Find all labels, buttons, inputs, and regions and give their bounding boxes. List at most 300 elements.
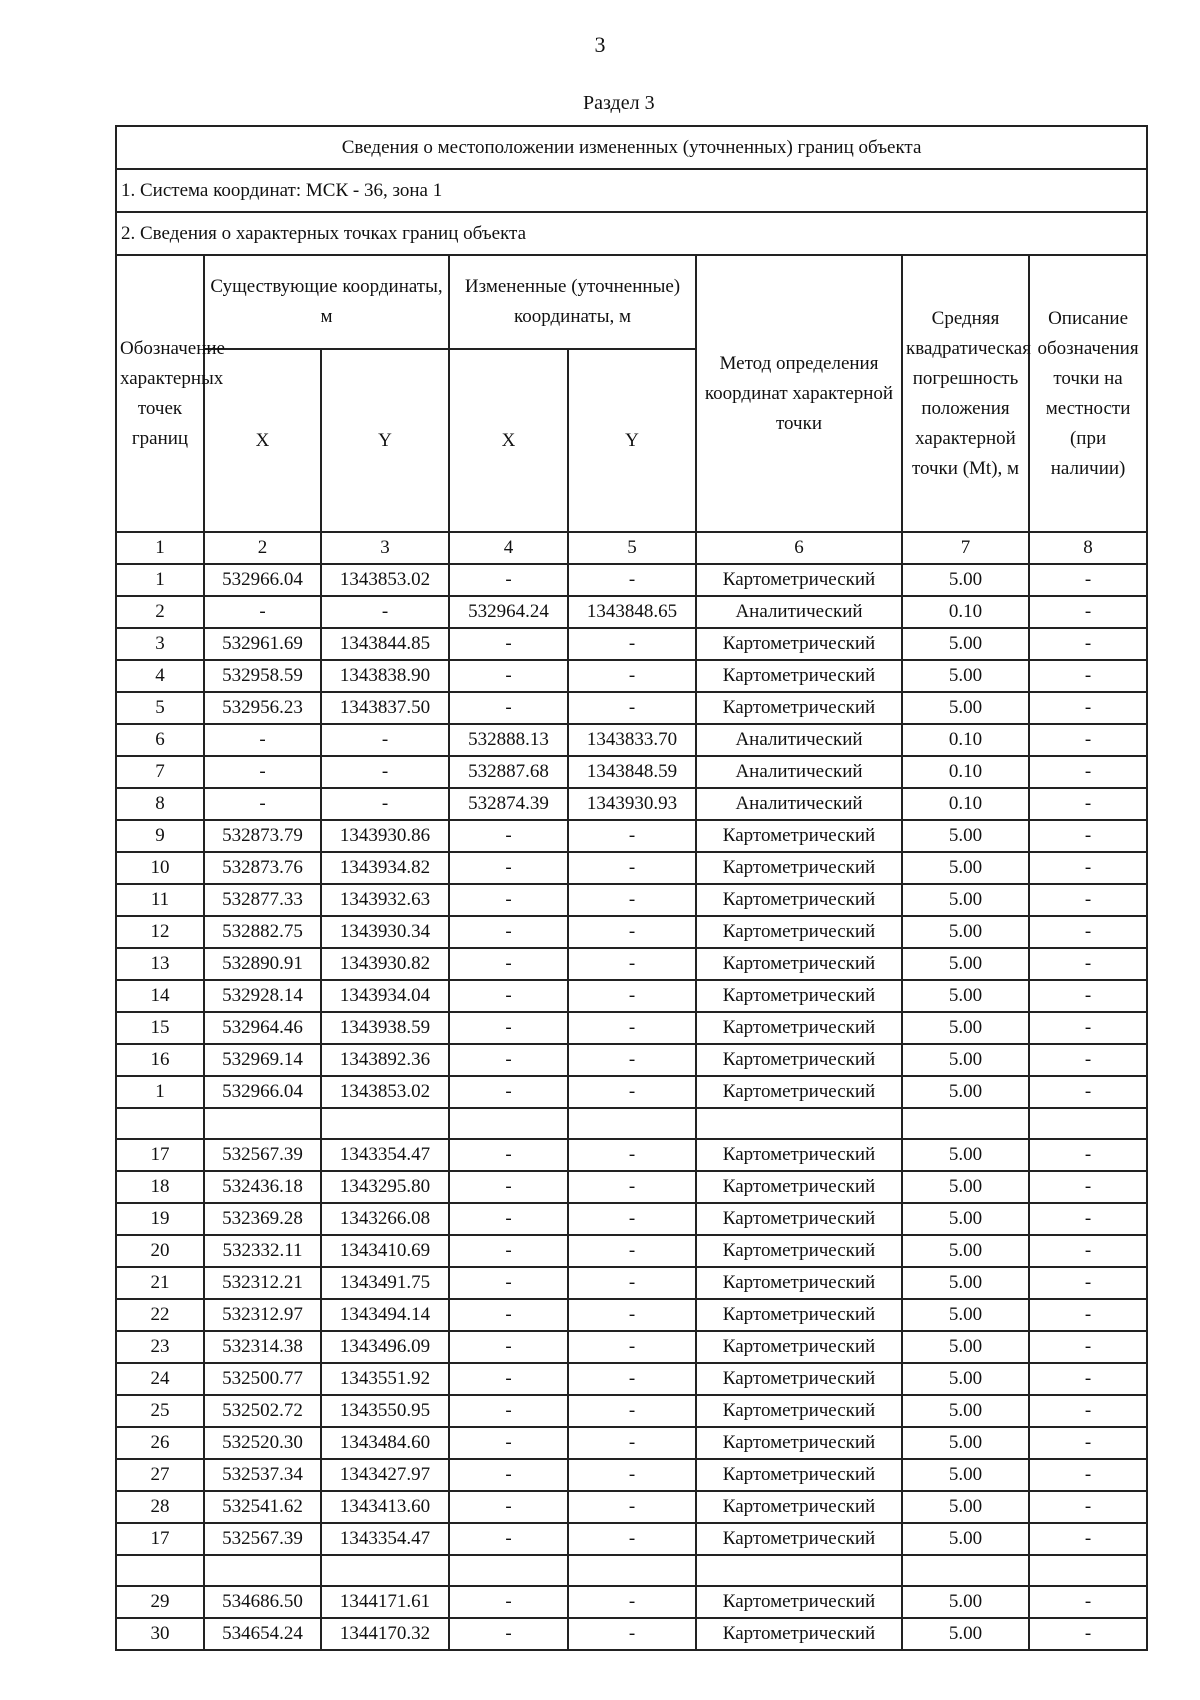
cell-point-id: 20 xyxy=(116,1235,204,1267)
cell-mean-error: 5.00 xyxy=(902,916,1029,948)
points-heading-row xyxy=(116,212,1147,255)
cell-changed-y: - xyxy=(568,1235,696,1267)
cell-existing-y xyxy=(321,1555,449,1586)
cell-existing-y: - xyxy=(321,788,449,820)
table-row xyxy=(116,1427,1147,1459)
cell-mean-error: 5.00 xyxy=(902,628,1029,660)
cell-mean-error: 0.10 xyxy=(902,724,1029,756)
cell-point-id: 19 xyxy=(116,1203,204,1235)
cell-description xyxy=(1029,1555,1147,1586)
cell-mean-error: 0.10 xyxy=(902,788,1029,820)
cell-changed-y: - xyxy=(568,948,696,980)
cell-existing-y: 1343354.47 xyxy=(321,1523,449,1555)
cell-description: - xyxy=(1029,724,1147,756)
cell-point-id: 13 xyxy=(116,948,204,980)
cell-changed-y: - xyxy=(568,852,696,884)
table-row xyxy=(116,916,1147,948)
cell-changed-x: 532888.13 xyxy=(449,724,568,756)
cell-description: - xyxy=(1029,1076,1147,1108)
table-row xyxy=(116,1171,1147,1203)
cell-changed-y: - xyxy=(568,660,696,692)
cell-existing-x: 532958.59 xyxy=(204,660,321,692)
cell-changed-y: - xyxy=(568,980,696,1012)
cell-existing-x: 532312.21 xyxy=(204,1267,321,1299)
cell-description: - xyxy=(1029,1363,1147,1395)
table-title-row xyxy=(116,126,1147,169)
cell-existing-y: - xyxy=(321,756,449,788)
cell-changed-y: - xyxy=(568,628,696,660)
cell-changed-x: - xyxy=(449,1363,568,1395)
cell-method: Аналитический xyxy=(696,756,902,788)
cell-changed-x: - xyxy=(449,1171,568,1203)
cell-existing-y: 1343496.09 xyxy=(321,1331,449,1363)
cell-method: Картометрический xyxy=(696,852,902,884)
table-row xyxy=(116,1139,1147,1171)
cell-changed-y: - xyxy=(568,1012,696,1044)
cell-point-id: 22 xyxy=(116,1299,204,1331)
cell-mean-error: 5.00 xyxy=(902,852,1029,884)
table-row xyxy=(116,596,1147,628)
cell-changed-y: 1343848.65 xyxy=(568,596,696,628)
cell-existing-x: 532541.62 xyxy=(204,1491,321,1523)
cell-changed-x xyxy=(449,1108,568,1139)
table-row xyxy=(116,1331,1147,1363)
cell-description: - xyxy=(1029,852,1147,884)
cell-existing-y: 1343551.92 xyxy=(321,1363,449,1395)
cell-changed-x: - xyxy=(449,916,568,948)
cell-changed-y xyxy=(568,1555,696,1586)
cell-changed-y: - xyxy=(568,1267,696,1299)
cell-changed-x: - xyxy=(449,1586,568,1618)
table-row xyxy=(116,756,1147,788)
cell-description: - xyxy=(1029,692,1147,724)
cell-description: - xyxy=(1029,916,1147,948)
cell-existing-x: - xyxy=(204,596,321,628)
table-title: Сведения о местоположении измененных (уточненных) границ объекта xyxy=(116,126,1147,169)
cell-changed-y: - xyxy=(568,884,696,916)
cell-description: - xyxy=(1029,1267,1147,1299)
cell-changed-y: - xyxy=(568,1427,696,1459)
cell-point-id: 5 xyxy=(116,692,204,724)
cell-changed-y: - xyxy=(568,1171,696,1203)
cell-existing-x xyxy=(204,1108,321,1139)
cell-method xyxy=(696,1555,902,1586)
col-number: 8 xyxy=(1029,532,1147,564)
cell-changed-y: - xyxy=(568,1523,696,1555)
cell-existing-x: 532928.14 xyxy=(204,980,321,1012)
cell-method: Картометрический xyxy=(696,916,902,948)
col-number: 4 xyxy=(449,532,568,564)
cell-method: Картометрический xyxy=(696,628,902,660)
cell-existing-y: 1344171.61 xyxy=(321,1586,449,1618)
header-changed-coords: Измененные (уточненные) координаты, м xyxy=(449,255,696,349)
cell-description: - xyxy=(1029,884,1147,916)
cell-mean-error: 5.00 xyxy=(902,660,1029,692)
cell-changed-y: - xyxy=(568,1139,696,1171)
cell-existing-y: 1343837.50 xyxy=(321,692,449,724)
cell-description: - xyxy=(1029,660,1147,692)
col-number: 1 xyxy=(116,532,204,564)
cell-method: Картометрический xyxy=(696,1395,902,1427)
cell-mean-error: 5.00 xyxy=(902,1618,1029,1650)
cell-existing-y: 1343484.60 xyxy=(321,1427,449,1459)
cell-description: - xyxy=(1029,564,1147,596)
cell-method: Аналитический xyxy=(696,788,902,820)
cell-description: - xyxy=(1029,1139,1147,1171)
col-number: 3 xyxy=(321,532,449,564)
cell-description: - xyxy=(1029,1618,1147,1650)
cell-method: Картометрический xyxy=(696,1171,902,1203)
cell-point-id: 4 xyxy=(116,660,204,692)
cell-method: Картометрический xyxy=(696,1331,902,1363)
cell-point-id: 18 xyxy=(116,1171,204,1203)
cell-existing-y: 1343932.63 xyxy=(321,884,449,916)
cell-existing-y: 1343491.75 xyxy=(321,1267,449,1299)
cell-point-id: 7 xyxy=(116,756,204,788)
table-row xyxy=(116,1076,1147,1108)
cell-changed-x: - xyxy=(449,1139,568,1171)
cell-existing-x: 532877.33 xyxy=(204,884,321,916)
table-row xyxy=(116,788,1147,820)
cell-changed-y: - xyxy=(568,1363,696,1395)
cell-point-id xyxy=(116,1108,204,1139)
cell-mean-error: 5.00 xyxy=(902,1586,1029,1618)
cell-changed-y: - xyxy=(568,1618,696,1650)
cell-changed-y: - xyxy=(568,692,696,724)
cell-description: - xyxy=(1029,1459,1147,1491)
cell-existing-x: 532890.91 xyxy=(204,948,321,980)
table-row xyxy=(116,564,1147,596)
table-row xyxy=(116,1586,1147,1618)
cell-mean-error: 5.00 xyxy=(902,1331,1029,1363)
cell-description: - xyxy=(1029,1044,1147,1076)
cell-mean-error: 5.00 xyxy=(902,948,1029,980)
cell-point-id: 2 xyxy=(116,596,204,628)
cell-existing-x: 532436.18 xyxy=(204,1171,321,1203)
points-heading-text: 2. Сведения о характерных точках границ объекта xyxy=(116,212,1147,255)
cell-mean-error: 5.00 xyxy=(902,1363,1029,1395)
table-row xyxy=(116,1299,1147,1331)
cell-method: Картометрический xyxy=(696,1235,902,1267)
header-method: Метод определения координат характерной точки xyxy=(696,255,902,532)
cell-point-id: 9 xyxy=(116,820,204,852)
cell-existing-y: 1343410.69 xyxy=(321,1235,449,1267)
cell-mean-error: 5.00 xyxy=(902,1459,1029,1491)
cell-changed-x xyxy=(449,1555,568,1586)
cell-changed-y: - xyxy=(568,1395,696,1427)
cell-changed-x: - xyxy=(449,1267,568,1299)
cell-point-id: 21 xyxy=(116,1267,204,1299)
cell-changed-y: - xyxy=(568,1586,696,1618)
cell-point-id: 3 xyxy=(116,628,204,660)
coord-system-text: 1. Система координат: МСК - 36, зона 1 xyxy=(116,169,1147,212)
cell-changed-x: - xyxy=(449,692,568,724)
cell-changed-x: 532964.24 xyxy=(449,596,568,628)
cell-existing-y: 1343354.47 xyxy=(321,1139,449,1171)
table-row xyxy=(116,1108,1147,1139)
header-existing-coords: Существующие координаты, м xyxy=(204,255,449,349)
table-row xyxy=(116,820,1147,852)
cell-existing-x xyxy=(204,1555,321,1586)
cell-point-id: 1 xyxy=(116,564,204,596)
cell-mean-error: 5.00 xyxy=(902,1395,1029,1427)
cell-mean-error: 5.00 xyxy=(902,1076,1029,1108)
cell-existing-y: 1343266.08 xyxy=(321,1203,449,1235)
cell-mean-error: 5.00 xyxy=(902,1139,1029,1171)
table-row xyxy=(116,980,1147,1012)
cell-changed-y: - xyxy=(568,1044,696,1076)
header-row-1 xyxy=(116,255,1147,349)
cell-description: - xyxy=(1029,1491,1147,1523)
cell-point-id: 23 xyxy=(116,1331,204,1363)
cell-method xyxy=(696,1108,902,1139)
cell-mean-error: 5.00 xyxy=(902,1203,1029,1235)
cell-changed-y: - xyxy=(568,1331,696,1363)
cell-existing-x: - xyxy=(204,788,321,820)
cell-existing-x: 534654.24 xyxy=(204,1618,321,1650)
cell-method: Картометрический xyxy=(696,884,902,916)
cell-existing-x: 532502.72 xyxy=(204,1395,321,1427)
table-row xyxy=(116,1459,1147,1491)
cell-method: Картометрический xyxy=(696,1586,902,1618)
table-row xyxy=(116,1235,1147,1267)
cell-mean-error: 5.00 xyxy=(902,1523,1029,1555)
cell-point-id: 14 xyxy=(116,980,204,1012)
column-numbers-row xyxy=(116,532,1147,564)
cell-changed-x: - xyxy=(449,1235,568,1267)
cell-description: - xyxy=(1029,596,1147,628)
cell-existing-x: 532369.28 xyxy=(204,1203,321,1235)
cell-changed-y: - xyxy=(568,916,696,948)
cell-description xyxy=(1029,1108,1147,1139)
cell-changed-x: - xyxy=(449,980,568,1012)
table-row xyxy=(116,628,1147,660)
cell-description: - xyxy=(1029,820,1147,852)
cell-point-id xyxy=(116,1555,204,1586)
cell-method: Картометрический xyxy=(696,660,902,692)
table-row xyxy=(116,948,1147,980)
cell-method: Картометрический xyxy=(696,1491,902,1523)
coord-system-row xyxy=(116,169,1147,212)
table-row xyxy=(116,884,1147,916)
cell-changed-x: - xyxy=(449,1459,568,1491)
cell-mean-error: 5.00 xyxy=(902,820,1029,852)
cell-changed-x: - xyxy=(449,1203,568,1235)
cell-description: - xyxy=(1029,980,1147,1012)
cell-point-id: 30 xyxy=(116,1618,204,1650)
cell-point-id: 12 xyxy=(116,916,204,948)
cell-existing-x: 532882.75 xyxy=(204,916,321,948)
cell-method: Картометрический xyxy=(696,1299,902,1331)
cell-existing-x: 532873.76 xyxy=(204,852,321,884)
cell-description: - xyxy=(1029,1171,1147,1203)
cell-description: - xyxy=(1029,1427,1147,1459)
cell-changed-x: - xyxy=(449,628,568,660)
cell-existing-y: - xyxy=(321,596,449,628)
col-number: 5 xyxy=(568,532,696,564)
cell-mean-error: 5.00 xyxy=(902,692,1029,724)
cell-existing-x: 532314.38 xyxy=(204,1331,321,1363)
cell-existing-y: 1344170.32 xyxy=(321,1618,449,1650)
cell-changed-x: - xyxy=(449,948,568,980)
cell-point-id: 24 xyxy=(116,1363,204,1395)
cell-mean-error: 5.00 xyxy=(902,1299,1029,1331)
cell-existing-x: 532956.23 xyxy=(204,692,321,724)
table-row xyxy=(116,1044,1147,1076)
cell-changed-x: - xyxy=(449,1618,568,1650)
cell-point-id: 6 xyxy=(116,724,204,756)
cell-existing-y: 1343550.95 xyxy=(321,1395,449,1427)
cell-existing-y: 1343427.97 xyxy=(321,1459,449,1491)
table-row xyxy=(116,1363,1147,1395)
cell-changed-x: - xyxy=(449,820,568,852)
cell-existing-y: 1343838.90 xyxy=(321,660,449,692)
table-row xyxy=(116,660,1147,692)
cell-existing-y: 1343934.82 xyxy=(321,852,449,884)
cell-existing-y: 1343295.80 xyxy=(321,1171,449,1203)
header-existing-y: Y xyxy=(321,349,449,532)
cell-description: - xyxy=(1029,1395,1147,1427)
cell-method: Картометрический xyxy=(696,820,902,852)
cell-changed-y: 1343930.93 xyxy=(568,788,696,820)
boundary-points-table xyxy=(115,125,1148,1651)
header-changed-x: X xyxy=(449,349,568,532)
cell-existing-y: 1343844.85 xyxy=(321,628,449,660)
cell-changed-y: - xyxy=(568,1491,696,1523)
cell-changed-x: - xyxy=(449,852,568,884)
cell-changed-x: - xyxy=(449,1012,568,1044)
cell-description: - xyxy=(1029,1203,1147,1235)
cell-point-id: 11 xyxy=(116,884,204,916)
cell-method: Картометрический xyxy=(696,1427,902,1459)
cell-method: Аналитический xyxy=(696,724,902,756)
cell-existing-y: 1343938.59 xyxy=(321,1012,449,1044)
cell-point-id: 17 xyxy=(116,1523,204,1555)
cell-point-id: 1 xyxy=(116,1076,204,1108)
cell-mean-error: 5.00 xyxy=(902,1235,1029,1267)
cell-method: Картометрический xyxy=(696,564,902,596)
cell-description: - xyxy=(1029,1012,1147,1044)
cell-method: Картометрический xyxy=(696,1012,902,1044)
cell-mean-error: 0.10 xyxy=(902,596,1029,628)
cell-method: Картометрический xyxy=(696,1618,902,1650)
cell-existing-y xyxy=(321,1108,449,1139)
table-row xyxy=(116,724,1147,756)
cell-point-id: 8 xyxy=(116,788,204,820)
cell-changed-x: - xyxy=(449,1395,568,1427)
col-number: 7 xyxy=(902,532,1029,564)
cell-mean-error: 5.00 xyxy=(902,564,1029,596)
cell-mean-error: 5.00 xyxy=(902,1171,1029,1203)
cell-changed-x: 532874.39 xyxy=(449,788,568,820)
cell-existing-x: 532312.97 xyxy=(204,1299,321,1331)
col-number: 2 xyxy=(204,532,321,564)
cell-method: Картометрический xyxy=(696,948,902,980)
cell-changed-x: - xyxy=(449,884,568,916)
cell-existing-y: 1343892.36 xyxy=(321,1044,449,1076)
cell-point-id: 26 xyxy=(116,1427,204,1459)
cell-description: - xyxy=(1029,1523,1147,1555)
cell-existing-x: 532332.11 xyxy=(204,1235,321,1267)
cell-point-id: 27 xyxy=(116,1459,204,1491)
table-row xyxy=(116,1555,1147,1586)
cell-existing-x: 532873.79 xyxy=(204,820,321,852)
table-row xyxy=(116,1267,1147,1299)
section-title: Раздел 3 xyxy=(583,92,655,114)
cell-existing-y: 1343930.82 xyxy=(321,948,449,980)
cell-existing-x: 532567.39 xyxy=(204,1139,321,1171)
cell-method: Картометрический xyxy=(696,1523,902,1555)
table-row xyxy=(116,692,1147,724)
cell-method: Картометрический xyxy=(696,1267,902,1299)
cell-existing-x: 532966.04 xyxy=(204,564,321,596)
cell-changed-x: - xyxy=(449,564,568,596)
cell-description: - xyxy=(1029,628,1147,660)
cell-changed-y: - xyxy=(568,1459,696,1491)
cell-changed-y: - xyxy=(568,820,696,852)
cell-description: - xyxy=(1029,756,1147,788)
header-point-designation: Обозначение характерных точек границ xyxy=(116,255,204,532)
col-number: 6 xyxy=(696,532,902,564)
cell-changed-y xyxy=(568,1108,696,1139)
cell-mean-error xyxy=(902,1555,1029,1586)
table-row xyxy=(116,1523,1147,1555)
cell-changed-y: - xyxy=(568,564,696,596)
cell-point-id: 15 xyxy=(116,1012,204,1044)
cell-changed-x: - xyxy=(449,1331,568,1363)
cell-point-id: 29 xyxy=(116,1586,204,1618)
cell-description: - xyxy=(1029,1586,1147,1618)
cell-method: Аналитический xyxy=(696,596,902,628)
cell-changed-x: - xyxy=(449,1076,568,1108)
table-row xyxy=(116,1012,1147,1044)
cell-existing-y: 1343853.02 xyxy=(321,564,449,596)
cell-mean-error: 5.00 xyxy=(902,1044,1029,1076)
cell-method: Картометрический xyxy=(696,692,902,724)
table-row xyxy=(116,1491,1147,1523)
cell-existing-x: 532567.39 xyxy=(204,1523,321,1555)
table-row xyxy=(116,1618,1147,1650)
cell-changed-x: - xyxy=(449,1427,568,1459)
cell-existing-y: 1343934.04 xyxy=(321,980,449,1012)
header-changed-y: Y xyxy=(568,349,696,532)
cell-existing-y: 1343494.14 xyxy=(321,1299,449,1331)
cell-description: - xyxy=(1029,948,1147,980)
cell-point-id: 25 xyxy=(116,1395,204,1427)
cell-changed-x: - xyxy=(449,660,568,692)
cell-changed-x: - xyxy=(449,1299,568,1331)
cell-changed-y: - xyxy=(568,1076,696,1108)
cell-existing-x: 532964.46 xyxy=(204,1012,321,1044)
table-row xyxy=(116,852,1147,884)
cell-changed-y: - xyxy=(568,1203,696,1235)
cell-point-id: 17 xyxy=(116,1139,204,1171)
header-description: Описание обозначения точки на местности (при наличии) xyxy=(1029,255,1147,532)
cell-changed-x: 532887.68 xyxy=(449,756,568,788)
cell-mean-error xyxy=(902,1108,1029,1139)
cell-changed-x: - xyxy=(449,1523,568,1555)
header-mean-error: Средняя квадратическая погрешность положения характерной точки (Mt), м xyxy=(902,255,1029,532)
cell-method: Картометрический xyxy=(696,1203,902,1235)
cell-description: - xyxy=(1029,1331,1147,1363)
cell-existing-y: 1343853.02 xyxy=(321,1076,449,1108)
cell-existing-x: 532537.34 xyxy=(204,1459,321,1491)
cell-existing-x: 532966.04 xyxy=(204,1076,321,1108)
cell-description: - xyxy=(1029,788,1147,820)
cell-mean-error: 5.00 xyxy=(902,1491,1029,1523)
cell-method: Картометрический xyxy=(696,1363,902,1395)
cell-existing-x: 532961.69 xyxy=(204,628,321,660)
